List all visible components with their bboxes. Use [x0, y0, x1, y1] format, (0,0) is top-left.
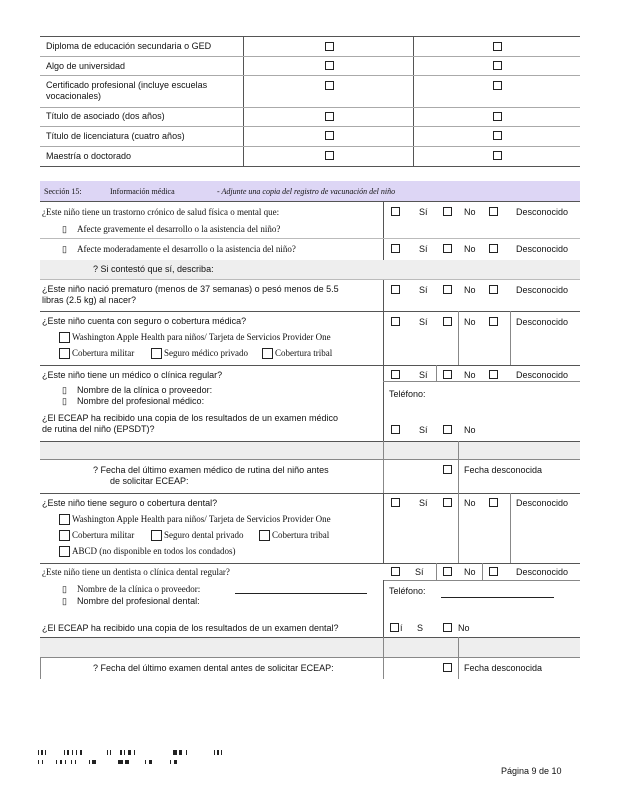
- insurance-option-checkbox[interactable]: [262, 348, 273, 359]
- table-rule: [383, 381, 580, 382]
- yes-checkbox[interactable]: [391, 498, 400, 507]
- yes-checkbox[interactable]: [391, 317, 400, 326]
- education-row-label: vocacionales): [46, 91, 102, 101]
- unknown-label: Desconocido: [516, 567, 569, 577]
- bullet-icon: ▯: [62, 244, 67, 254]
- table-rule: [40, 201, 580, 202]
- no-label: No: [464, 425, 476, 435]
- parent2-checkbox[interactable]: [493, 42, 502, 51]
- question-regular-doctor: ¿Este niño tiene un médico o clínica regular?: [42, 370, 223, 380]
- unknown-date-label: Fecha desconocida: [464, 465, 543, 475]
- unknown-label: Desconocido: [516, 244, 569, 254]
- section-header: [40, 181, 580, 201]
- yes-checkbox[interactable]: [391, 207, 400, 216]
- unknown-checkbox[interactable]: [489, 498, 498, 507]
- table-rule: [436, 365, 437, 381]
- question-dental-insurance: ¿Este niño tiene seguro o cobertura dental?: [42, 498, 218, 508]
- education-row-label: Título de asociado (dos años): [46, 111, 165, 121]
- bullet-icon: ▯: [62, 385, 67, 395]
- table-rule: [40, 279, 580, 280]
- unknown-date-checkbox[interactable]: [443, 663, 452, 672]
- yes-checkbox[interactable]: [391, 425, 400, 434]
- parent1-checkbox[interactable]: [325, 61, 334, 70]
- table-rule: [40, 657, 580, 658]
- table-rule: [40, 36, 580, 37]
- section-title: Información médica: [110, 187, 175, 196]
- section-number: Sección 15:: [44, 187, 82, 196]
- no-checkbox[interactable]: [443, 623, 452, 632]
- table-rule: [40, 146, 580, 147]
- last-exam-label: de solicitar ECEAP:: [110, 476, 189, 486]
- unknown-checkbox[interactable]: [489, 285, 498, 294]
- unknown-label: Desconocido: [516, 498, 569, 508]
- yes-label: Sí: [419, 285, 428, 295]
- question-medical-insurance: ¿Este niño cuenta con seguro o cobertura médica?: [42, 316, 247, 326]
- unknown-label: Desconocido: [516, 207, 569, 217]
- table-rule: [510, 493, 511, 563]
- education-row-label: Algo de universidad: [46, 61, 126, 71]
- table-rule: [458, 459, 459, 493]
- unknown-date-label: Fecha desconocida: [464, 663, 543, 673]
- dental-option-checkbox[interactable]: [59, 514, 70, 525]
- insurance-option-label: Cobertura tribal: [275, 348, 333, 358]
- sub-question: Afecte gravemente el desarrollo o la asistencia del niño?: [77, 224, 281, 234]
- question-epsdt: de rutina del niño (EPSDT)?: [42, 424, 155, 434]
- no-checkbox[interactable]: [443, 498, 452, 507]
- parent1-checkbox[interactable]: [325, 81, 334, 90]
- dental-option-checkbox[interactable]: [151, 530, 162, 541]
- table-rule: [40, 75, 580, 76]
- blank-row: [40, 442, 580, 459]
- yes-label: Sí: [419, 207, 428, 217]
- table-rule: [482, 563, 483, 580]
- table-rule: [458, 493, 459, 563]
- insurance-option-label: Cobertura militar: [72, 348, 135, 358]
- dental-clinic-label: Nombre de la clínica o proveedor:: [77, 584, 201, 594]
- yes-label: í: [400, 623, 403, 633]
- table-rule: [40, 493, 580, 494]
- table-rule: [40, 107, 580, 108]
- table-rule: [40, 459, 580, 460]
- table-rule: [40, 126, 580, 127]
- no-label: No: [464, 370, 476, 380]
- parent2-checkbox[interactable]: [493, 81, 502, 90]
- no-label: No: [458, 623, 470, 633]
- no-label: No: [464, 244, 476, 254]
- question-epsdt: ¿El ECEAP ha recibido una copia de los resultados de un examen médico: [42, 413, 339, 423]
- bullet-icon: ▯: [62, 596, 67, 606]
- dental-option-label: Washington Apple Health para niños/ Tarjeta de Servicios Provider One: [72, 514, 331, 524]
- insurance-option-checkbox[interactable]: [59, 348, 70, 359]
- yes-checkbox[interactable]: [390, 623, 399, 632]
- question-premature: ¿Este niño nació prematuro (menos de 37 semanas) o pesó menos de 5.5: [42, 284, 339, 294]
- unknown-checkbox[interactable]: [489, 244, 498, 253]
- parent2-checkbox[interactable]: [493, 61, 502, 70]
- unknown-checkbox[interactable]: [489, 567, 498, 576]
- education-row-label: Título de licenciatura (cuatro años): [46, 131, 185, 141]
- dental-option-label: ABCD (no disponible en todos los condados): [72, 546, 236, 556]
- no-label: No: [464, 567, 476, 577]
- dental-option-checkbox[interactable]: [259, 530, 270, 541]
- education-row-label: Diploma de educación secundaria o GED: [46, 41, 212, 51]
- yes-checkbox[interactable]: [391, 567, 400, 576]
- table-rule: [383, 441, 384, 459]
- insurance-option-checkbox[interactable]: [151, 348, 162, 359]
- question-dental-exam: ¿El ECEAP ha recibido una copia de los resultados de un examen dental?: [42, 623, 339, 633]
- phone-line[interactable]: [441, 597, 554, 598]
- professional-name-label: Nombre del profesional médico:: [77, 396, 205, 406]
- yes-label: Sí: [415, 567, 424, 577]
- no-label: No: [464, 317, 476, 327]
- question-premature: libras (2.5 kg) al nacer?: [42, 295, 137, 305]
- yes-checkbox[interactable]: [391, 285, 400, 294]
- yes-label: Sí: [419, 370, 428, 380]
- yes-checkbox[interactable]: [391, 370, 400, 379]
- sub-question: Afecte moderadamente el desarrollo o la asistencia del niño?: [77, 244, 296, 254]
- unknown-date-checkbox[interactable]: [443, 465, 452, 474]
- page-number: Página 9 de 10: [501, 766, 562, 776]
- dental-option-label: Cobertura tribal: [272, 530, 330, 540]
- insurance-option-checkbox[interactable]: [59, 332, 70, 343]
- yes-label: Sí: [419, 244, 428, 254]
- question-regular-dentist: ¿Este niño tiene un dentista o clínica dental regular?: [42, 567, 230, 577]
- table-rule: [383, 493, 384, 563]
- no-checkbox[interactable]: [443, 207, 452, 216]
- last-exam-label: ? Fecha del último examen médico de rutina del niño antes: [93, 465, 329, 475]
- table-rule: [458, 441, 459, 459]
- describe-prompt: ? Si contestó que sí, describa:: [93, 264, 214, 274]
- last-dental-exam-label: ? Fecha del último examen dental antes de solicitar ECEAP:: [93, 663, 334, 673]
- unknown-checkbox[interactable]: [489, 207, 498, 216]
- parent1-checkbox[interactable]: [325, 131, 334, 140]
- table-rule: [458, 311, 459, 365]
- dental-option-label: Cobertura militar: [72, 530, 135, 540]
- table-rule: [383, 580, 580, 581]
- parent2-checkbox[interactable]: [493, 131, 502, 140]
- blank-row: [40, 638, 580, 657]
- table-rule: [40, 563, 580, 564]
- no-label: No: [464, 285, 476, 295]
- yes-label: Sí: [419, 498, 428, 508]
- table-rule: [458, 637, 459, 679]
- table-rule: [40, 166, 580, 167]
- table-rule: [40, 311, 580, 312]
- section-note: - Adjunte una copia del registro de vacunación del niño: [217, 187, 396, 196]
- table-rule: [436, 563, 437, 580]
- bullet-icon: ▯: [62, 224, 67, 234]
- yes-label: Sí: [419, 425, 428, 435]
- table-rule: [40, 365, 580, 366]
- no-label: No: [464, 498, 476, 508]
- phone-label: Teléfono:: [389, 389, 426, 399]
- yes-label: Sí: [419, 317, 428, 327]
- yes-checkbox[interactable]: [391, 244, 400, 253]
- table-rule: [383, 459, 384, 493]
- table-rule: [383, 580, 384, 637]
- dental-option-label: Seguro dental privado: [164, 530, 244, 540]
- parent1-checkbox[interactable]: [325, 42, 334, 51]
- education-row-label: Certificado profesional (incluye escuelas: [46, 80, 208, 90]
- dental-professional-label: Nombre del profesional dental:: [77, 596, 200, 606]
- no-label: No: [464, 207, 476, 217]
- insurance-option-label: Washington Apple Health para niños/ Tarjeta de Servicios Provider One: [72, 332, 331, 342]
- table-rule: [383, 201, 384, 441]
- table-rule: [40, 56, 580, 57]
- table-rule: [510, 311, 511, 365]
- no-checkbox[interactable]: [443, 244, 452, 253]
- education-row-label: Maestría o doctorado: [46, 151, 132, 161]
- unknown-checkbox[interactable]: [489, 317, 498, 326]
- bullet-icon: ▯: [62, 584, 67, 594]
- no-checkbox[interactable]: [443, 425, 452, 434]
- unknown-label: Desconocido: [516, 317, 569, 327]
- parent2-checkbox[interactable]: [493, 112, 502, 121]
- parent1-checkbox[interactable]: [325, 151, 334, 160]
- insurance-option-label: Seguro médico privado: [164, 348, 248, 358]
- unknown-checkbox[interactable]: [489, 370, 498, 379]
- no-checkbox[interactable]: [443, 285, 452, 294]
- table-rule: [40, 238, 580, 239]
- yes-label: S: [417, 623, 424, 633]
- unknown-label: Desconocido: [516, 285, 569, 295]
- question-chronic-condition: ¿Este niño tiene un trastorno crónico de salud física o mental que:: [42, 207, 280, 217]
- no-checkbox[interactable]: [443, 370, 452, 379]
- parent1-checkbox[interactable]: [325, 112, 334, 121]
- phone-label: Teléfono:: [389, 586, 426, 596]
- clinic-name-label: Nombre de la clínica o proveedor:: [77, 385, 213, 395]
- table-rule: [40, 657, 41, 679]
- dental-option-checkbox[interactable]: [59, 530, 70, 541]
- dental-option-checkbox[interactable]: [59, 546, 70, 557]
- bullet-icon: ▯: [62, 396, 67, 406]
- no-checkbox[interactable]: [443, 567, 452, 576]
- clinic-name-line[interactable]: [235, 593, 367, 594]
- parent2-checkbox[interactable]: [493, 151, 502, 160]
- unknown-label: Desconocido: [516, 370, 569, 380]
- table-rule: [383, 637, 384, 679]
- no-checkbox[interactable]: [443, 317, 452, 326]
